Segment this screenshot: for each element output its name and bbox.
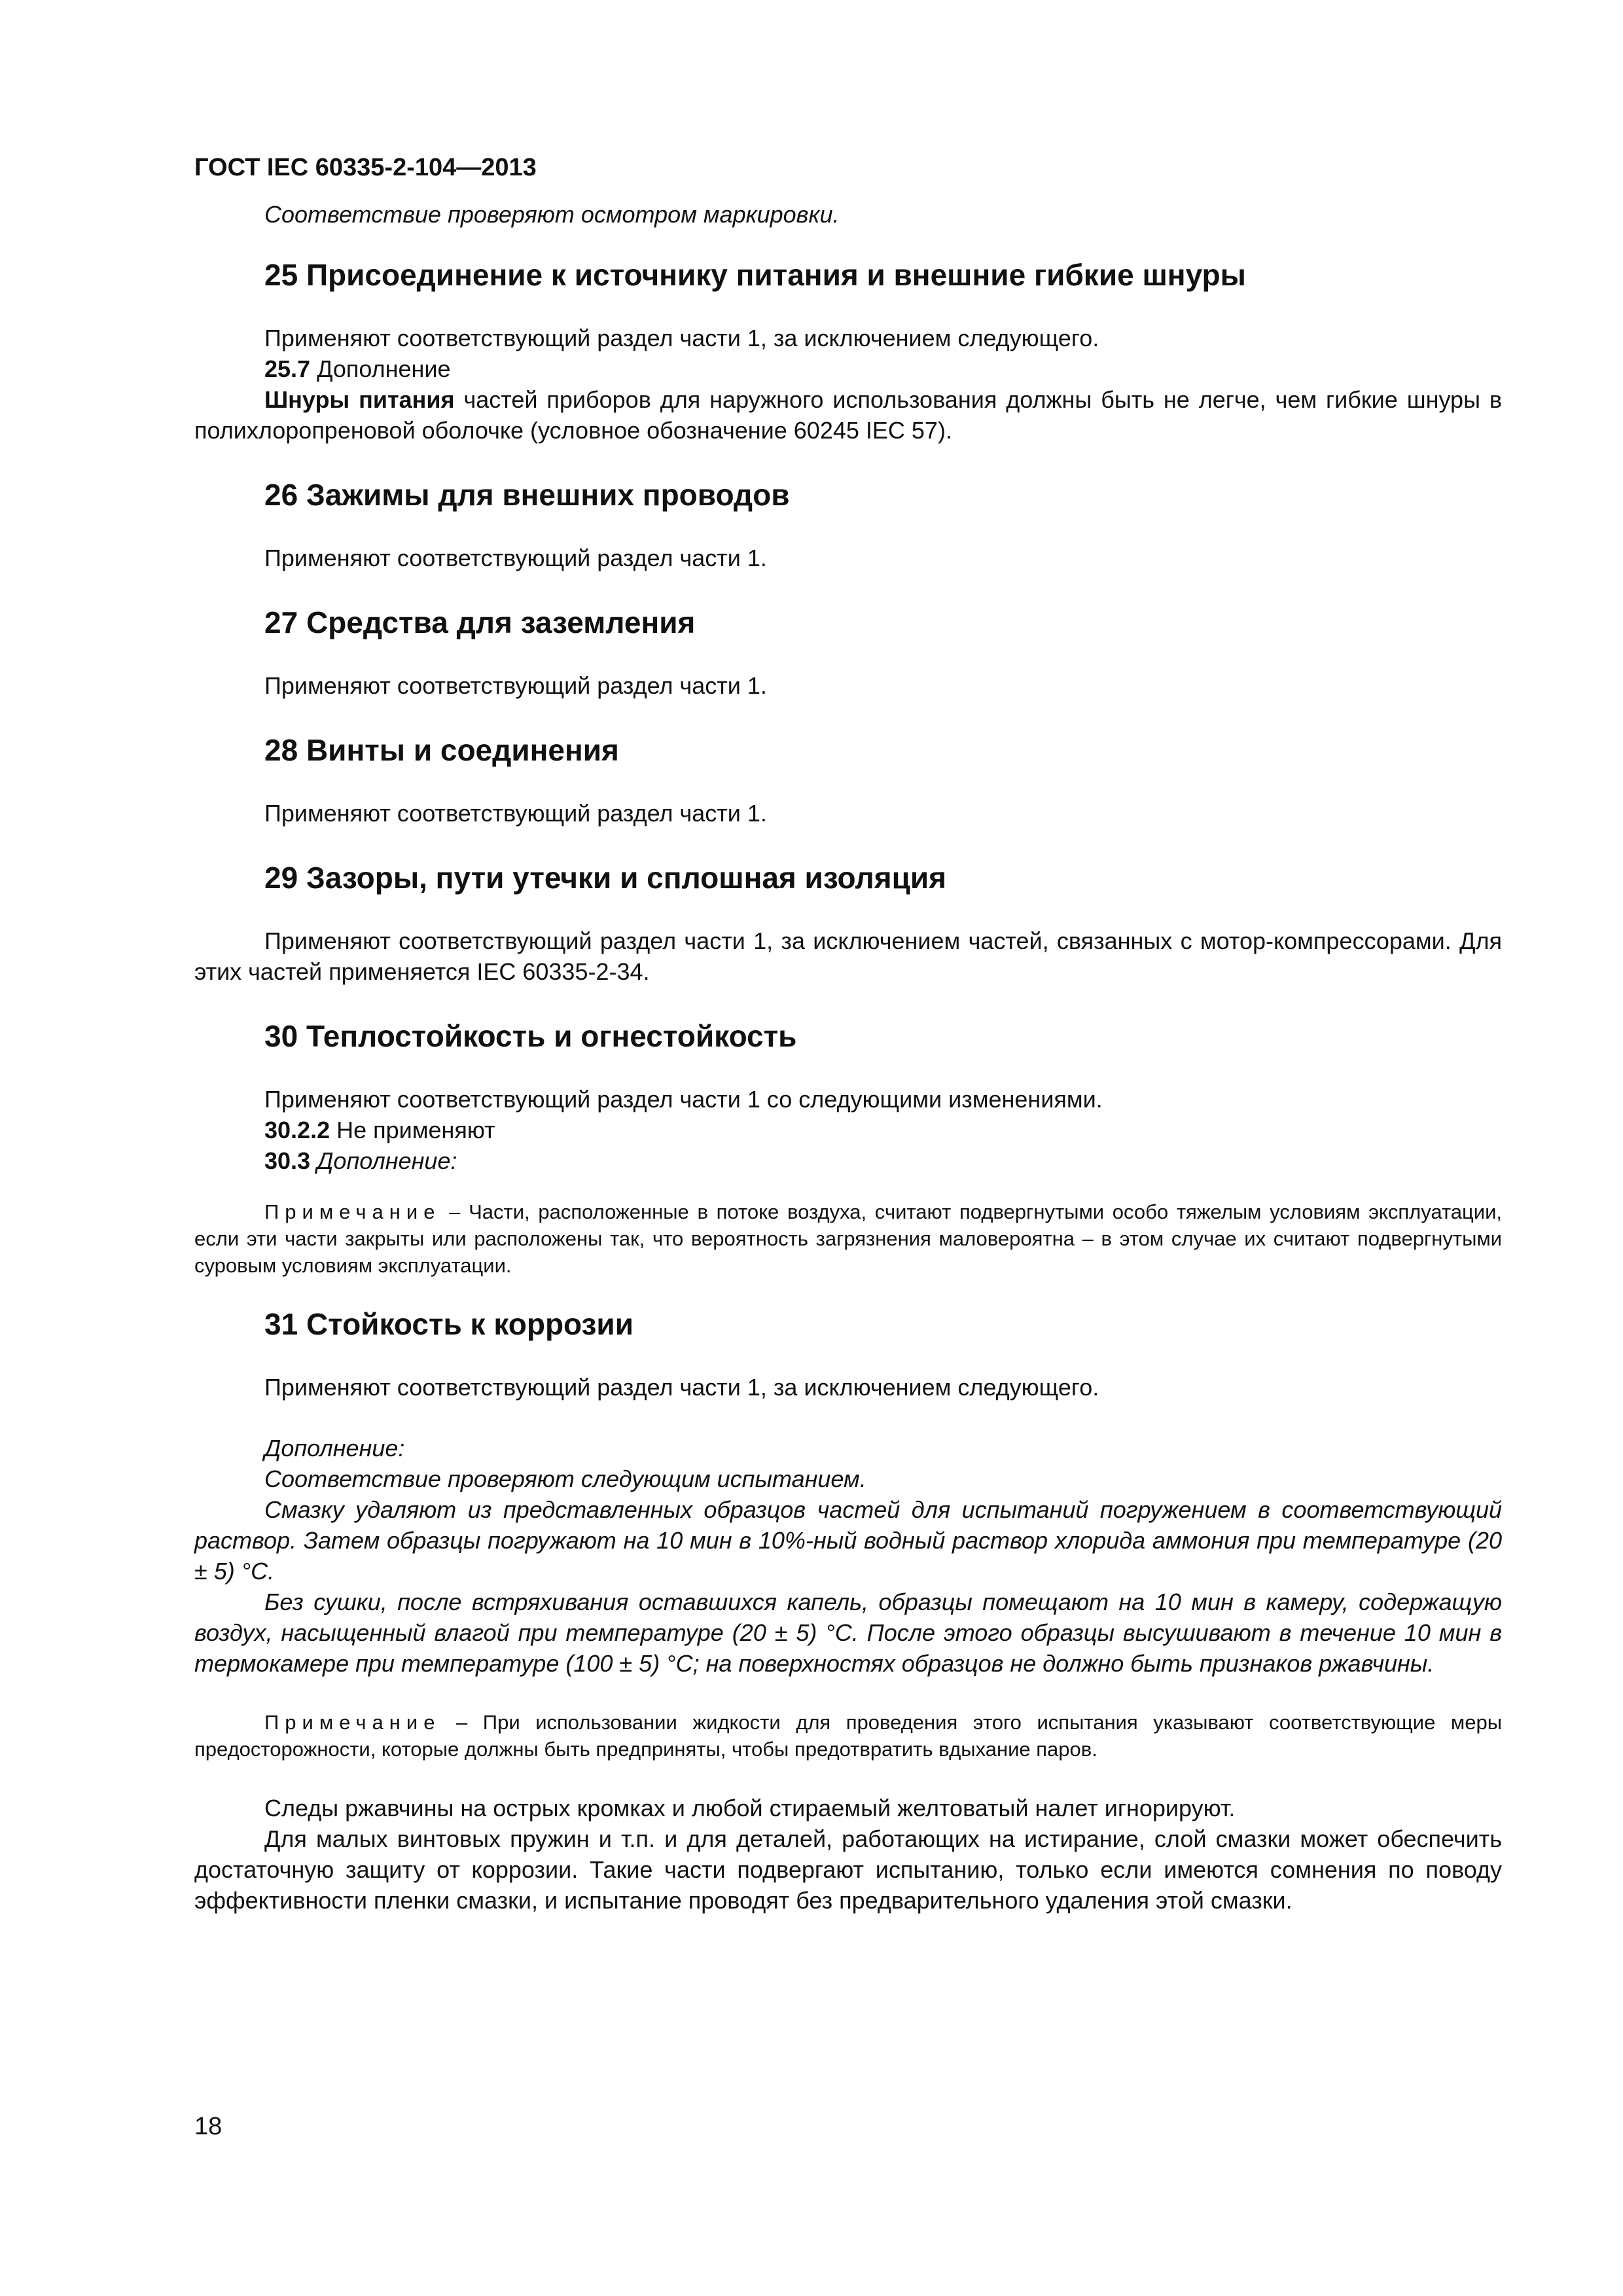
subsection-number: 30.2.2 <box>264 1117 330 1143</box>
addition-label: Дополнение: <box>264 1435 405 1462</box>
subsection-label: Не применяют <box>330 1117 495 1143</box>
section-31-title: 31 Стойкость к коррозии <box>264 1307 633 1341</box>
section-30-text: Применяют соответствующий раздел части 1 со следующими изменениями. <box>264 1086 1103 1113</box>
section-27-title: 27 Средства для заземления <box>264 605 696 639</box>
compliance-intro: Соответствие проверяют следующим испытанием. <box>264 1465 866 1492</box>
section-28-title: 28 Винты и соединения <box>264 733 619 767</box>
note-text: – Части, расположенные в потоке воздуха, считают подвергнутыми особо тяжелым условиям эксплуатации, если эти части закрыты или расположены так, что вероятность загрязнения маловероятна – в этом случае их считают подвергнутыми суровым условиям эксплуатации. <box>194 1200 1502 1277</box>
paragraph-text: частей приборов для наружного использования должны быть не легче, чем гибкие шнуры в полихлоропреновой оболочке (условное обозначение 60245 IEC 57). <box>194 386 1502 444</box>
section-31-note <box>194 1709 1502 1763</box>
section-28-text: Применяют соответствующий раздел части 1. <box>264 800 767 827</box>
section-25-text: Применяют соответствующий раздел части 1, за исключением следующего. <box>264 325 1099 351</box>
rust-traces-text: Следы ржавчины на острых кромках и любой стираемый желтоватый налет игнорируют. <box>264 1795 1236 1821</box>
bold-term: Шнуры питания <box>264 386 455 413</box>
section-25-title: 25 Присоединение к источнику питания и внешние гибкие шнуры <box>264 258 1246 292</box>
section-25-addition <box>194 384 1502 446</box>
section-29-title: 29 Зазоры, пути утечки и сплошная изоляция <box>264 861 946 895</box>
compliance-procedure-2: Без сушки, после встряхивания оставшихся капель, образцы помещают на 10 мин в камеру, содержащую воздух, насыщенный влагой при температуре (20 ± 5) °С. После этого образцы высушивают в течение 10 мин в термокамере при температуре (100 ± 5) °С; на поверхностях образцов не должно быть признаков ржавчины. <box>194 1588 1502 1677</box>
subsection-number: 30.3 <box>264 1147 311 1174</box>
note-text: – При использовании жидкости для проведения этого испытания указывают соответствующие меры предосторожности, которые должны быть предприняты, чтобы предотвратить вдыхание паров. <box>194 1711 1502 1761</box>
subsection-label: Дополнение: <box>310 1147 457 1174</box>
subsection-30-2-2 <box>194 1115 1502 1145</box>
subsection-label: Дополнение <box>310 355 451 382</box>
note-label: Примечание <box>264 1711 441 1734</box>
section-30-title: 30 Теплостойкость и огнестойкость <box>264 1019 797 1053</box>
section-31-text: Применяют соответствующий раздел части 1, за исключением следующего. <box>264 1374 1099 1401</box>
compliance-check-text: Соответствие проверяют осмотром маркировки. <box>264 201 840 228</box>
subsection-30-3 <box>194 1145 1502 1176</box>
section-27-text: Применяют соответствующий раздел части 1. <box>264 672 767 699</box>
grease-layer-text: Для малых винтовых пружин и т.п. и для деталей, работающих на истирание, слой смазки может обеспечить достаточную защиту от коррозии. Такие части подвергают испытанию, только если имеются сомнения по поводу эффективности пленки смазки, и испытание проводят без предварительного удаления этой смазки. <box>194 1825 1502 1914</box>
compliance-procedure-1: Смазку удаляют из представленных образцов частей для испытаний погружением в соответствующий раствор. Затем образцы погружают на 10 мин в 10%-ный водный раствор хлорида аммония при температуре (20 ± 5) °С. <box>194 1496 1502 1585</box>
section-26-title: 26 Зажимы для внешних проводов <box>264 478 790 512</box>
page-content <box>194 152 1502 1916</box>
document-header: ГОСТ IEC 60335-2-104—2013 <box>194 154 537 181</box>
page-number: 18 <box>194 2113 223 2140</box>
subsection-number: 25.7 <box>264 355 311 382</box>
note-label: Примечание <box>264 1200 441 1223</box>
section-26-text: Применяют соответствующий раздел части 1. <box>264 545 767 571</box>
subsection-25-7 <box>194 353 1502 384</box>
section-30-note <box>194 1198 1502 1279</box>
section-29-text: Применяют соответствующий раздел части 1, за исключением частей, связанных с мотор-компрессорами. Для этих частей применяется IEC 60335-2-34. <box>194 927 1502 985</box>
